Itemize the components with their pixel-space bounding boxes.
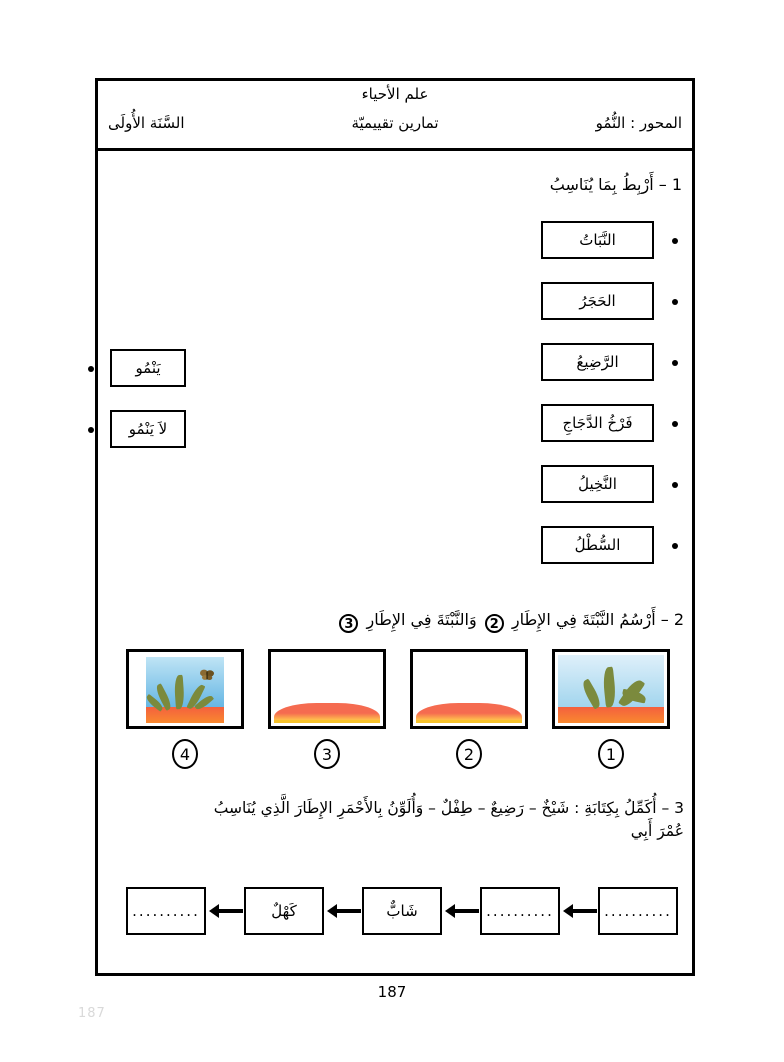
exercise1-prompt: 1 – أَرْبِطُ بِمَا يُنَاسِبُ — [549, 175, 682, 194]
connector-dot[interactable] — [672, 421, 678, 427]
exercise3-prompt — [99, 797, 684, 844]
chain-box-blank-1[interactable] — [598, 887, 678, 935]
exercise2-frames-row — [126, 649, 671, 779]
inline-circle-3: 3 — [339, 614, 358, 633]
empty-soil-image — [274, 655, 380, 723]
header-doc-type: تمارين تقييميّة — [351, 114, 439, 132]
worksheet-header — [98, 81, 692, 151]
plant-sprout-image — [558, 655, 664, 723]
chain-box-youth[interactable] — [362, 887, 442, 935]
connector-dot[interactable] — [672, 238, 678, 244]
arrow-left-icon — [563, 908, 597, 914]
match-item — [539, 221, 654, 282]
chain-box-text: .......... — [132, 902, 200, 920]
worksheet-page — [95, 78, 695, 976]
picture-frame-1[interactable] — [552, 649, 670, 729]
exercise3-sequence-chain — [123, 887, 678, 942]
plant-butterfly-image — [146, 657, 224, 723]
frame-number-4: 4 — [172, 739, 198, 769]
exercise1-right-column — [539, 221, 654, 587]
chain-box-text: كَهْلٌ — [271, 902, 297, 920]
match-item — [539, 465, 654, 526]
exercise2-prompt — [254, 608, 684, 633]
arrow-left-icon — [327, 908, 361, 914]
inline-circle-2: 2 — [485, 614, 504, 633]
term-box-infant[interactable]: الرَّضِيعُ — [541, 343, 654, 381]
arrow-left-icon — [209, 908, 243, 914]
chain-box-blank-3[interactable] — [126, 887, 206, 935]
connector-dot[interactable] — [672, 360, 678, 366]
connector-dot[interactable] — [88, 427, 94, 433]
arrow-left-icon — [445, 908, 479, 914]
frame-cell-1 — [552, 649, 670, 769]
header-subject: علم الأحياء — [361, 85, 429, 103]
frame-number-1: 1 — [598, 739, 624, 769]
term-box-bucket[interactable]: السُّطْلُ — [541, 526, 654, 564]
connector-dot[interactable] — [672, 299, 678, 305]
term-box-chick[interactable]: فَرْخُ الدَّجَاجِ — [541, 404, 654, 442]
frame-cell-2 — [410, 649, 528, 769]
chain-box-text: شَابٌّ — [386, 902, 418, 920]
match-item — [539, 526, 654, 587]
exercise3-prompt-line2: عُمْرَ أَبِي — [630, 822, 684, 841]
connector-dot[interactable] — [88, 366, 94, 372]
term-box-plant[interactable]: النَّبَاتُ — [541, 221, 654, 259]
term-box-grows[interactable]: يَنْمُو — [110, 349, 186, 387]
footer-watermark: 187 — [78, 1006, 106, 1021]
term-box-palm[interactable]: النَّخِيلُ — [541, 465, 654, 503]
connector-dot[interactable] — [672, 482, 678, 488]
term-box-does-not-grow[interactable]: لاَ يَنْمُو — [110, 410, 186, 448]
picture-frame-3[interactable] — [268, 649, 386, 729]
chain-box-text: .......... — [486, 902, 554, 920]
header-level: السَّنَة الأُولَى — [108, 114, 185, 132]
frame-cell-3 — [268, 649, 386, 769]
match-item — [110, 410, 190, 471]
exercise3-prompt-line1: 3 – أُكَمِّلُ بِكِتَابَةِ : شَيْخٌ – رَضِيعٌ – طِفْلٌ – وَأُلَوِّنُ بِالأَحْمَرِ الإِطَارَ الَّذِي يُنَاسِبُ — [213, 799, 684, 817]
chain-box-text: .......... — [604, 902, 672, 920]
picture-frame-2[interactable] — [410, 649, 528, 729]
match-item — [539, 404, 654, 465]
picture-frame-4[interactable] — [126, 649, 244, 729]
exercise2-prompt-part1: 2 – أَرْسُمُ النَّبْتَةَ فِي الإِطَارِ — [511, 610, 684, 629]
exercise2-prompt-part2: وَالنَّبْتَةَ فِي الإِطَارِ — [366, 610, 477, 629]
match-item — [539, 343, 654, 404]
frame-number-3: 3 — [314, 739, 340, 769]
term-box-stone[interactable]: الحَجَرُ — [541, 282, 654, 320]
chain-box-middle-aged[interactable] — [244, 887, 324, 935]
exercise1-left-column — [110, 349, 190, 471]
frame-cell-4 — [126, 649, 244, 769]
empty-soil-image — [416, 655, 522, 723]
header-topic: المحور : النُّمُو — [595, 114, 682, 132]
match-item — [539, 282, 654, 343]
butterfly-icon — [199, 669, 215, 681]
connector-dot[interactable] — [672, 543, 678, 549]
chain-box-blank-2[interactable] — [480, 887, 560, 935]
frame-number-2: 2 — [456, 739, 482, 769]
page-number: 187 — [377, 983, 407, 1001]
match-item — [110, 349, 190, 410]
